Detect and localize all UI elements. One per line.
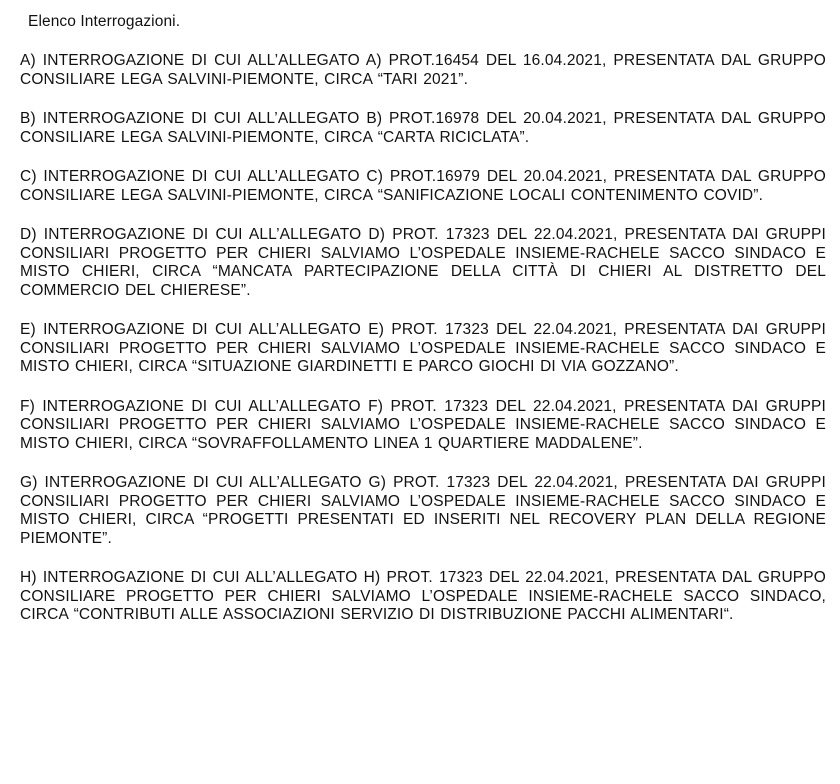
interrogation-item-d: D) INTERROGAZIONE DI CUI ALL’ALLEGATO D) PROT. 17323 DEL 22.04.2021, PRESENTATA DAI GRUPPI CONSILIARI PROGETTO PER CHIERI SALVIAMO L’OSPEDALE INSIEME-RACHELE SACCO SINDACO E MISTO CHIERI, CIRCA “MANCATA PARTECIPAZIONE DELLA CITTÀ DI CHIERI AL DISTRETTO DEL COMMERCIO DEL CHIERESE”.	[20, 226, 826, 299]
interrogation-item-a: A) INTERROGAZIONE DI CUI ALL’ALLEGATO A) PROT.16454 DEL 16.04.2021, PRESENTATA DAL GRUPPO CONSILIARE LEGA SALVINI-PIEMONTE, CIRCA “TARI 2021”.	[20, 52, 826, 88]
interrogation-item-e: E) INTERROGAZIONE DI CUI ALL’ALLEGATO E) PROT. 17323 DEL 22.04.2021, PRESENTATA DAI GRUPPI CONSILIARI PROGETTO PER CHIERI SALVIAMO L’OSPEDALE INSIEME-RACHELE SACCO SINDACO E MISTO CHIERI, CIRCA “SITUAZIONE GIARDINETTI E PARCO GIOCHI DI VIA GOZZANO”.	[20, 321, 826, 375]
interrogation-item-g: G) INTERROGAZIONE DI CUI ALL’ALLEGATO G) PROT. 17323 DEL 22.04.2021, PRESENTATA DAI GRUPPI CONSILIARI PROGETTO PER CHIERI SALVIAMO L’OSPEDALE INSIEME-RACHELE SACCO SINDACO E MISTO CHIERI, CIRCA “PROGETTI PRESENTATI ED INSERITI NEL RECOVERY PLAN DELLA REGIONE PIEMONTE”.	[20, 474, 826, 547]
document-page	[20, 12, 826, 625]
interrogation-item-b: B) INTERROGAZIONE DI CUI ALL’ALLEGATO B) PROT.16978 DEL 20.04.2021, PRESENTATA DAL GRUPPO CONSILIARE LEGA SALVINI-PIEMONTE, CIRCA “CARTA RICICLATA”.	[20, 110, 826, 146]
interrogation-item-f: F) INTERROGAZIONE DI CUI ALL’ALLEGATO F) PROT. 17323 DEL 22.04.2021, PRESENTATA DAI GRUPPI CONSILIARI PROGETTO PER CHIERI SALVIAMO L’OSPEDALE INSIEME-RACHELE SACCO SINDACO E MISTO CHIERI, CIRCA “SOVRAFFOLLAMENTO LINEA 1 QUARTIERE MADDALENE”.	[20, 397, 826, 452]
document-heading: Elenco Interrogazioni.	[28, 13, 181, 30]
interrogation-item-c: C) INTERROGAZIONE DI CUI ALL’ALLEGATO C) PROT.16979 DEL 20.04.2021, PRESENTATA DAL GRUPPO CONSILIARE LEGA SALVINI-PIEMONTE, CIRCA “SANIFICAZIONE LOCALI CONTENIMENTO COVID”.	[20, 168, 826, 204]
interrogation-item-h: H) INTERROGAZIONE DI CUI ALL’ALLEGATO H) PROT. 17323 DEL 22.04.2021, PRESENTATA DAL GRUPPO CONSILIARE PROGETTO PER CHIERI SALVIAMO L’OSPEDALE INSIEME-RACHELE SACCO SINDACO, CIRCA “CONTRIBUTI ALLE ASSOCIAZIONI SERVIZIO DI DISTRIBUZIONE PACCHI ALIMENTARI“.	[20, 569, 826, 623]
